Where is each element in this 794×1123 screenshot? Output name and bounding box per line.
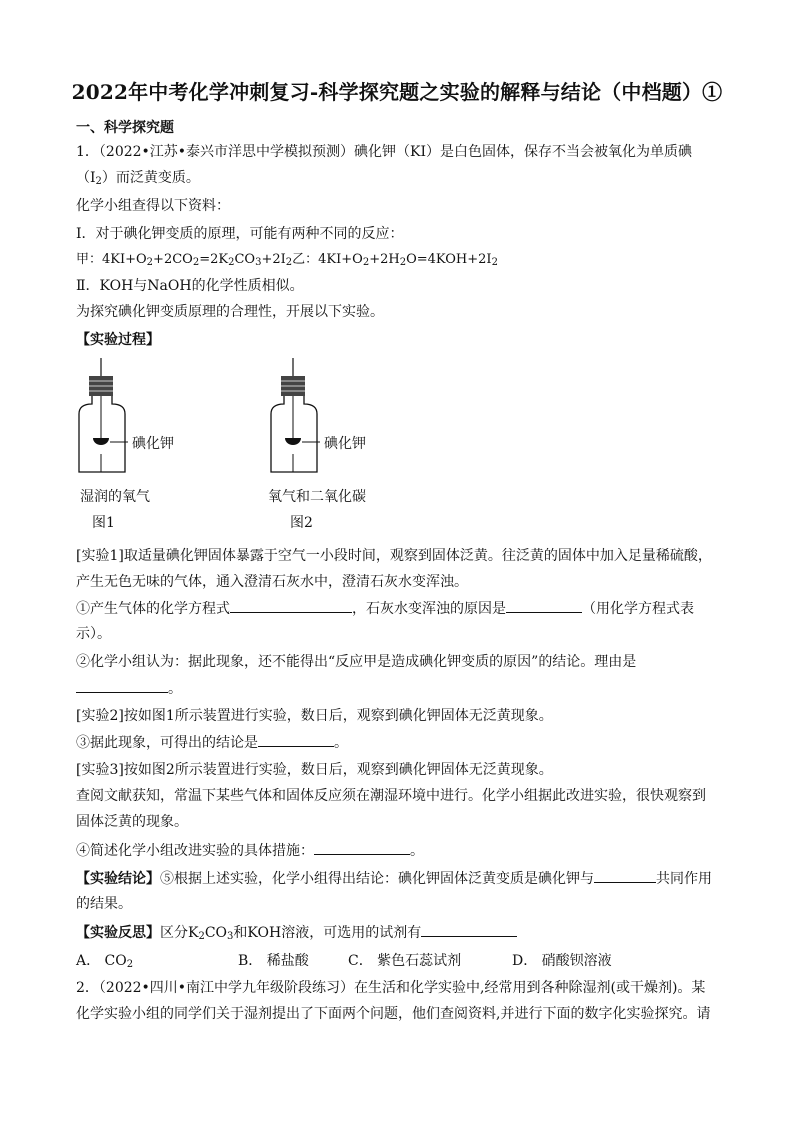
q1-intro-line2: $(I_2)$而泛黄变质。 [76, 170, 200, 187]
process-heading: 【实验过程】 [76, 332, 160, 348]
answer-blank-1[interactable] [230, 598, 352, 613]
experiment-1-line2: 产生无色无味的气体，通入澄清石灰水中，澄清石灰水变浑浊。 [76, 574, 468, 590]
answer-blank-5[interactable] [314, 840, 410, 855]
info-two: Ⅱ．KOH与NaOH的化学性质相似。 [76, 278, 304, 294]
materials-line: 化学小组查得以下资料： [76, 198, 230, 214]
answer-blank-2[interactable] [506, 598, 582, 613]
answer-blank-4[interactable] [258, 732, 334, 747]
figure-2-bottle [262, 358, 392, 478]
q1-intro-line1: 1．（2022•江苏•泰兴市洋思中学模拟预测）碘化钾（KI）是白色固体，保存不当会被氧化为单质碘 [76, 144, 693, 160]
figure-2-caption: 图2 [290, 515, 313, 531]
question-2-intro-line2: 化学实验小组的同学们关于湿剂提出了下面两个问题，他们查阅资料,并进行下面的数字化实验探究。请 [76, 1006, 711, 1022]
question-2-line2: 。 [76, 678, 182, 699]
option-a[interactable]: A． $CO_2$ [76, 953, 134, 970]
question-4-line: ④简述化学小组改进实验的具体措施： 。 [76, 840, 424, 861]
info-one: I．对于碘化钾变质的原理，可能有两种不同的反应： [76, 226, 404, 242]
document-title: 2022年中考化学冲刺复习-科学探究题之实验的解释与结论（中档题）① [71, 80, 723, 104]
question-1-line2: 示）。 [76, 626, 111, 642]
figure-1-bottle [70, 358, 200, 478]
answer-blank-3[interactable] [76, 678, 168, 693]
experiment-1-line1: [实验1]取适量碘化钾固体暴露于空气一小段时间，观察到固体泛黄。往泛黄的固体中加入足量稀硫酸， [76, 548, 712, 564]
question-2-line1: ②化学小组认为：据此现象，还不能得出“反应甲是造成碘化钾变质的原因”的结论。理由是 [76, 654, 637, 670]
question-3-line: ③据此现象，可得出的结论是 。 [76, 732, 348, 753]
figure-1-caption: 图1 [92, 515, 115, 531]
experiment-2-line: [实验2]按如图1所示装置进行实验，数日后，观察到碘化钾固体无泛黄现象。 [76, 708, 553, 724]
question-2-intro-line1: 2．（2022•四川•南江中学九年级阶段练习）在生活和化学实验中,经常用到各种除湿剂(或干燥剂)。某 [76, 980, 706, 996]
conclusion-line2: 的结果。 [76, 896, 132, 912]
purpose-line: 为探究碘化钾变质原理的合理性，开展以下实验。 [76, 304, 384, 320]
experiment-3-line: [实验3]按如图2所示装置进行实验，数日后，观察到碘化钾固体无泛黄现象。 [76, 762, 553, 778]
option-b[interactable]: B． 稀盐酸 [238, 953, 309, 969]
section-heading: 一、科学探究题 [76, 120, 174, 136]
literature-line1: 查阅文献获知，常温下某些气体和固体反应须在潮湿环境中进行。化学小组据此改进实验，很快观察到 [76, 788, 706, 804]
equations-line: 甲：$4KI+O_2+2CO_2=2K_2CO_3+2I_2$乙：$4KI+O_2+2H_2O=4KOH+2I_2$ [76, 252, 498, 268]
option-c[interactable]: C． 紫色石蕊试剂 [348, 953, 462, 969]
conclusion-line1: 【实验结论】⑤根据上述实验，化学小组得出结论：碘化钾固体泛黄变质是碘化钾与 共同作用 [76, 868, 712, 889]
answer-blank-7[interactable] [421, 922, 517, 937]
reflection-line: 【实验反思】区分$K_2CO_3$和KOH溶液，可选用的试剂有 [76, 922, 517, 943]
figure-1-label: 碘化钾 [132, 436, 174, 452]
figure-1-gas-label: 湿润的氧气 [80, 489, 150, 505]
question-1-line1: ①产生气体的化学方程式 ，石灰水变浑浊的原因是 （用化学方程式表 [76, 598, 694, 619]
literature-line2: 固体泛黄的现象。 [76, 814, 188, 830]
answer-blank-6[interactable] [594, 868, 656, 883]
figure-2-gas-label: 氧气和二氧化碳 [268, 489, 366, 505]
figure-2-label: 碘化钾 [324, 436, 366, 452]
option-d[interactable]: D． 硝酸钡溶液 [512, 953, 612, 969]
